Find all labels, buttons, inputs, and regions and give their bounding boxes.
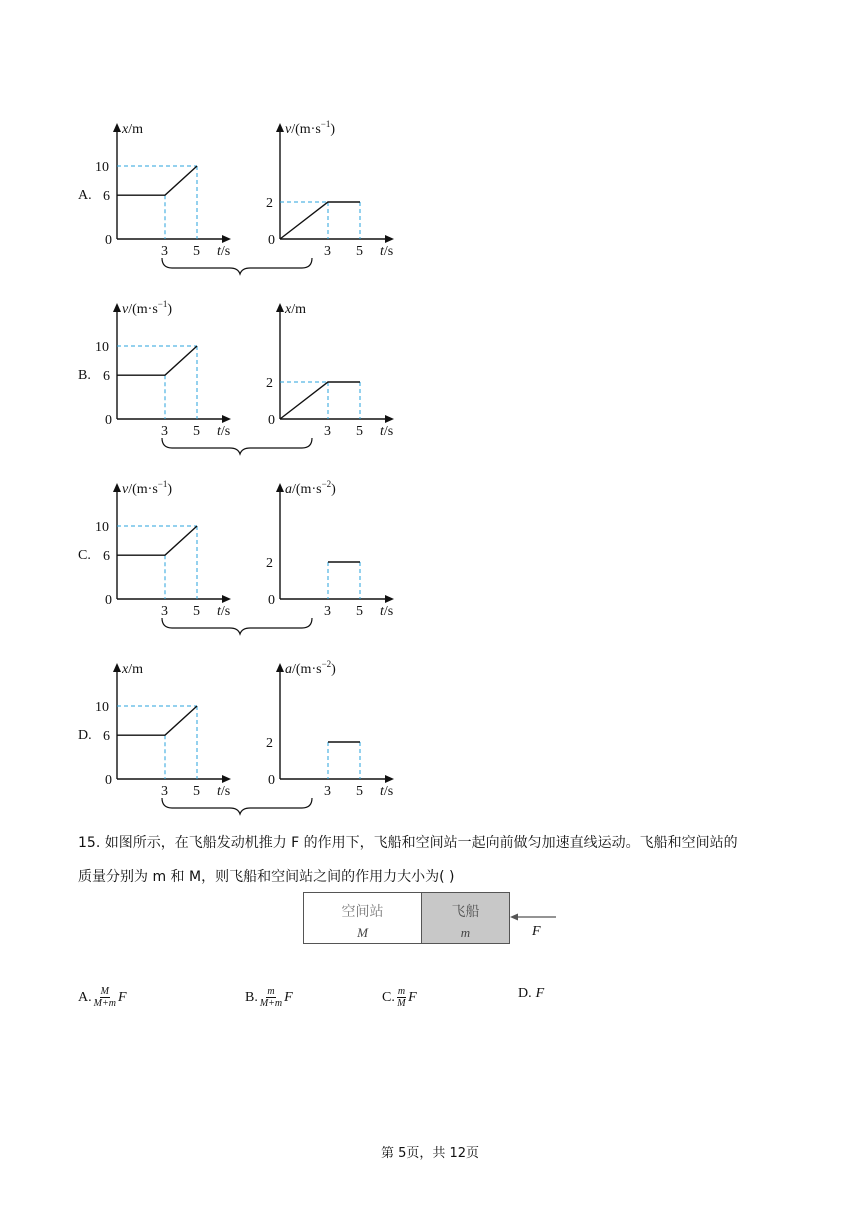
fraction: $\frac{m}{M}$	[397, 986, 406, 1009]
ship-symbol: m	[460, 925, 471, 940]
x-axis-label: t/s	[380, 604, 394, 619]
station-box	[303, 892, 422, 944]
question-line-1: 15. 如图所示，在飞船发动机推力 F 的作用下，飞船和空间站一起向前做匀加速直线运动。飞船和空间站的	[78, 835, 738, 851]
y-tick-label: 10	[95, 700, 109, 715]
y-axis-label: x/m	[285, 302, 306, 317]
option-label: C.	[78, 548, 91, 563]
origin-label: 0	[268, 593, 275, 608]
x-tick-label: 3	[324, 604, 331, 619]
option-a-right-graph	[258, 115, 408, 265]
y-tick-label: 2	[266, 196, 273, 211]
option-a-left-graph	[95, 115, 245, 265]
y-axis-arrow	[276, 123, 284, 132]
y-axis-arrow	[113, 303, 121, 312]
y-axis-arrow	[113, 483, 121, 492]
answer-b[interactable]: B. $\frac{m}{M+m}$ F	[245, 986, 293, 1009]
option-c-right-graph	[258, 475, 408, 625]
data-line	[117, 346, 197, 375]
x-axis-label: t/s	[380, 424, 394, 439]
x-tick-label: 5	[193, 784, 200, 799]
x-axis-arrow	[222, 595, 231, 603]
x-tick-label: 3	[161, 424, 168, 439]
y-axis-arrow	[276, 303, 284, 312]
data-line	[280, 382, 360, 419]
force-label: F	[532, 924, 541, 939]
station-symbol: M	[357, 925, 368, 940]
x-axis-arrow	[222, 415, 231, 423]
brace-icon	[160, 796, 320, 816]
option-d-right-graph	[258, 655, 408, 805]
fraction: $\frac{M}{M+m}$	[93, 986, 116, 1009]
x-tick-label: 3	[161, 784, 168, 799]
y-tick-label: 6	[103, 189, 110, 205]
answer-d[interactable]: D. F	[518, 986, 545, 1001]
y-axis-label: x/m	[122, 122, 143, 137]
data-line	[280, 202, 360, 239]
y-axis-label: $v/(m\cdot s^{-1})$	[122, 479, 173, 497]
option-b-right-graph	[258, 295, 408, 445]
data-line	[117, 166, 197, 195]
origin-label: 0	[268, 233, 275, 248]
answer-c[interactable]: C. $\frac{m}{M}$ F	[382, 986, 417, 1009]
option-label: B.	[78, 368, 91, 383]
x-tick-label: 3	[324, 244, 331, 259]
x-tick-label: 3	[324, 424, 331, 439]
brace-icon	[160, 616, 320, 636]
answer-a[interactable]: A. $\frac{M}{M+m}$ F	[78, 986, 127, 1009]
origin-label: 0	[105, 773, 112, 788]
x-tick-label: 3	[324, 784, 331, 799]
option-d-left-graph	[95, 655, 245, 805]
question-line-2: 质量分别为 m 和 M，则飞船和空间站之间的作用力大小为( )	[78, 869, 455, 885]
option-c-left-graph	[95, 475, 245, 625]
brace-icon	[160, 256, 320, 276]
x-axis-label: t/s	[380, 244, 394, 259]
x-tick-label: 5	[193, 424, 200, 439]
x-tick-label: 3	[161, 604, 168, 619]
x-tick-label: 5	[356, 424, 363, 439]
brace-icon	[160, 436, 320, 456]
x-tick-label: 3	[161, 244, 168, 259]
y-tick-label: 10	[95, 160, 109, 175]
y-tick-label: 2	[266, 376, 273, 391]
x-axis-arrow	[385, 415, 394, 423]
y-axis-label: $a/(m\cdot s^{-2})$	[285, 659, 336, 677]
y-axis-label: $a/(m\cdot s^{-2})$	[285, 479, 336, 497]
x-tick-label: 5	[356, 604, 363, 619]
y-axis-label: x/m	[122, 662, 143, 677]
x-tick-label: 5	[193, 244, 200, 259]
y-tick-label: 6	[103, 369, 110, 385]
x-axis-arrow	[222, 235, 231, 243]
question-number: 15.	[78, 835, 101, 851]
data-line	[117, 526, 197, 555]
x-tick-label: 5	[356, 244, 363, 259]
y-axis-label: $v/(m\cdot s^{-1})$	[285, 119, 336, 137]
option-label: D.	[78, 728, 92, 743]
fraction: $\frac{m}{M+m}$	[259, 986, 283, 1009]
x-axis-arrow	[222, 775, 231, 783]
y-axis-arrow	[113, 663, 121, 672]
y-tick-label: 6	[103, 549, 110, 565]
option-label: A.	[78, 188, 92, 203]
x-axis-arrow	[385, 595, 394, 603]
y-tick-label: 2	[266, 556, 273, 571]
y-tick-label: 6	[103, 729, 110, 745]
y-axis-arrow	[276, 663, 284, 672]
x-axis-label: t/s	[217, 604, 231, 619]
y-axis-label: $v/(m\cdot s^{-1})$	[122, 299, 173, 317]
option-b-left-graph	[95, 295, 245, 445]
origin-label: 0	[105, 413, 112, 428]
y-axis-arrow	[276, 483, 284, 492]
force-arrow-icon	[508, 908, 560, 944]
x-tick-label: 5	[193, 604, 200, 619]
data-line	[117, 706, 197, 735]
ship-box	[421, 892, 510, 944]
x-axis-label: t/s	[380, 784, 394, 799]
x-axis-arrow	[385, 235, 394, 243]
x-axis-label: t/s	[217, 244, 231, 259]
question-text	[78, 826, 798, 894]
origin-label: 0	[105, 593, 112, 608]
y-tick-label: 10	[95, 340, 109, 355]
y-tick-label: 2	[266, 736, 273, 751]
x-axis-label: t/s	[217, 784, 231, 799]
page-footer: 第 5页，共 12页	[380, 1146, 480, 1161]
y-tick-label: 10	[95, 520, 109, 535]
ship-name: 飞船	[451, 904, 480, 920]
station-name: 空间站	[341, 904, 384, 920]
origin-label: 0	[268, 773, 275, 788]
x-axis-arrow	[385, 775, 394, 783]
y-axis-arrow	[113, 123, 121, 132]
origin-label: 0	[105, 233, 112, 248]
origin-label: 0	[268, 413, 275, 428]
x-axis-label: t/s	[217, 424, 231, 439]
x-tick-label: 5	[356, 784, 363, 799]
